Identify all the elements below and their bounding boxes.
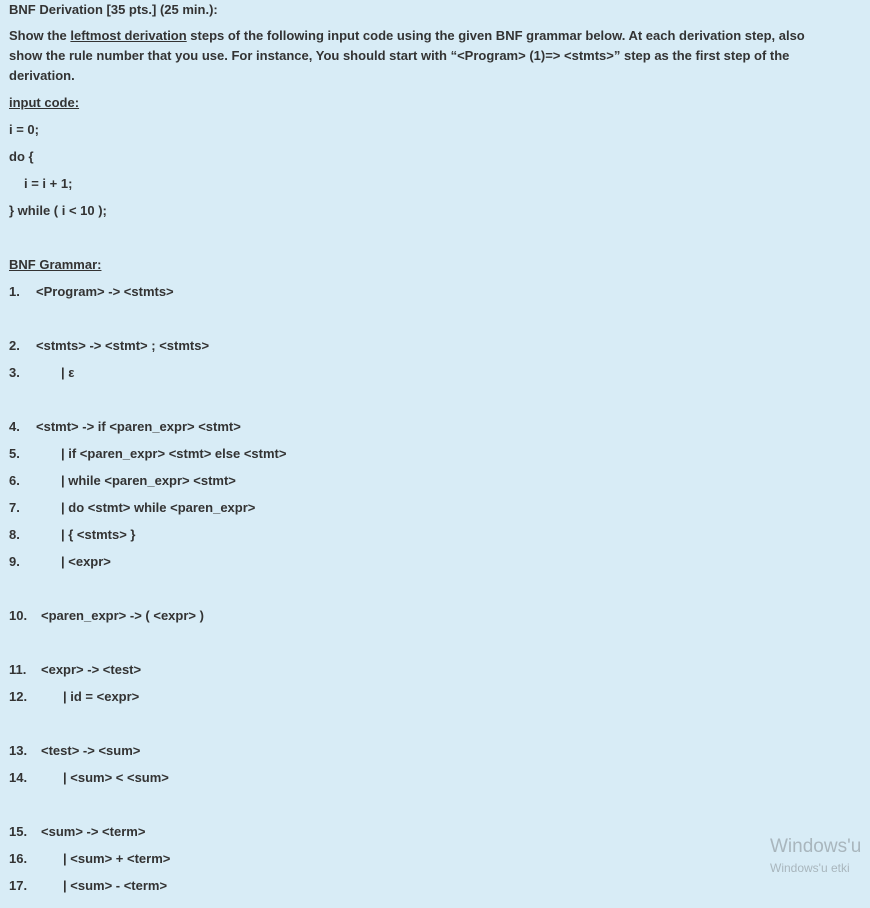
rule-number: 9. bbox=[9, 554, 20, 569]
code-line: } while ( i < 10 ); bbox=[9, 203, 107, 218]
rule-number: 17. bbox=[9, 878, 28, 893]
instructions-line-3: derivation. bbox=[9, 68, 75, 83]
page-title: BNF Derivation [35 pts.] (25 min.): bbox=[9, 2, 218, 17]
rule-number: 11. bbox=[9, 662, 27, 677]
leftmost-derivation-emphasis: leftmost derivation bbox=[70, 28, 187, 43]
rule-text: <paren_expr> -> ( <expr> ) bbox=[41, 608, 204, 623]
windows-activation-watermark-subtext: Windows'u etki bbox=[770, 861, 850, 875]
input-code-heading: input code: bbox=[9, 95, 80, 110]
rule-number: 6. bbox=[9, 473, 20, 488]
rule-text: | do <stmt> while <paren_expr> bbox=[61, 500, 256, 515]
windows-activation-watermark: Windows'u bbox=[770, 836, 862, 857]
rule-text: | if <paren_expr> <stmt> else <stmt> bbox=[61, 446, 287, 461]
instructions-line-1 bbox=[9, 28, 805, 43]
rule-number: 10. bbox=[9, 608, 28, 623]
rule-number: 1. bbox=[9, 284, 20, 299]
code-line: do { bbox=[9, 149, 34, 164]
rule-text: <Program> -> <stmts> bbox=[36, 284, 174, 299]
rule-number: 16. bbox=[9, 851, 28, 866]
rule-number: 8. bbox=[9, 527, 20, 542]
bnf-grammar-heading: BNF Grammar: bbox=[9, 257, 102, 272]
rule-text: | while <paren_expr> <stmt> bbox=[61, 473, 236, 488]
rule-text: | id = <expr> bbox=[63, 689, 140, 704]
rule-text: <expr> -> <test> bbox=[41, 662, 142, 677]
code-line: i = i + 1; bbox=[24, 176, 73, 191]
rule-number: 3. bbox=[9, 365, 20, 380]
code-line: i = 0; bbox=[9, 122, 39, 137]
rule-number: 13. bbox=[9, 743, 28, 758]
rule-number: 2. bbox=[9, 338, 20, 353]
rule-text: <stmts> -> <stmt> ; <stmts> bbox=[36, 338, 210, 353]
rule-number: 12. bbox=[9, 689, 28, 704]
rule-text: | ε bbox=[61, 365, 75, 380]
rule-text: | <expr> bbox=[61, 554, 111, 569]
instructions-line-2: show the rule number that you use. For instance, You should start with “<Program> (1)=> <stmts>” step as the first step of the bbox=[9, 48, 790, 63]
rule-number: 7. bbox=[9, 500, 20, 515]
rule-text: | <sum> < <sum> bbox=[63, 770, 169, 785]
rule-text: <stmt> -> if <paren_expr> <stmt> bbox=[36, 419, 241, 434]
rule-text: | <sum> - <term> bbox=[63, 878, 168, 893]
rule-text: <test> -> <sum> bbox=[41, 743, 141, 758]
rule-text: | <sum> + <term> bbox=[63, 851, 171, 866]
rule-number: 4. bbox=[9, 419, 20, 434]
instructions-text: steps of the following input code using the given BNF grammar below. At each derivation step, also bbox=[186, 28, 805, 43]
rule-number: 14. bbox=[9, 770, 28, 785]
instructions-text: Show the bbox=[9, 28, 71, 43]
rule-number: 5. bbox=[9, 446, 20, 461]
rule-text: | { <stmts> } bbox=[61, 527, 136, 542]
rule-number: 15. bbox=[9, 824, 28, 839]
rule-text: <sum> -> <term> bbox=[41, 824, 146, 839]
